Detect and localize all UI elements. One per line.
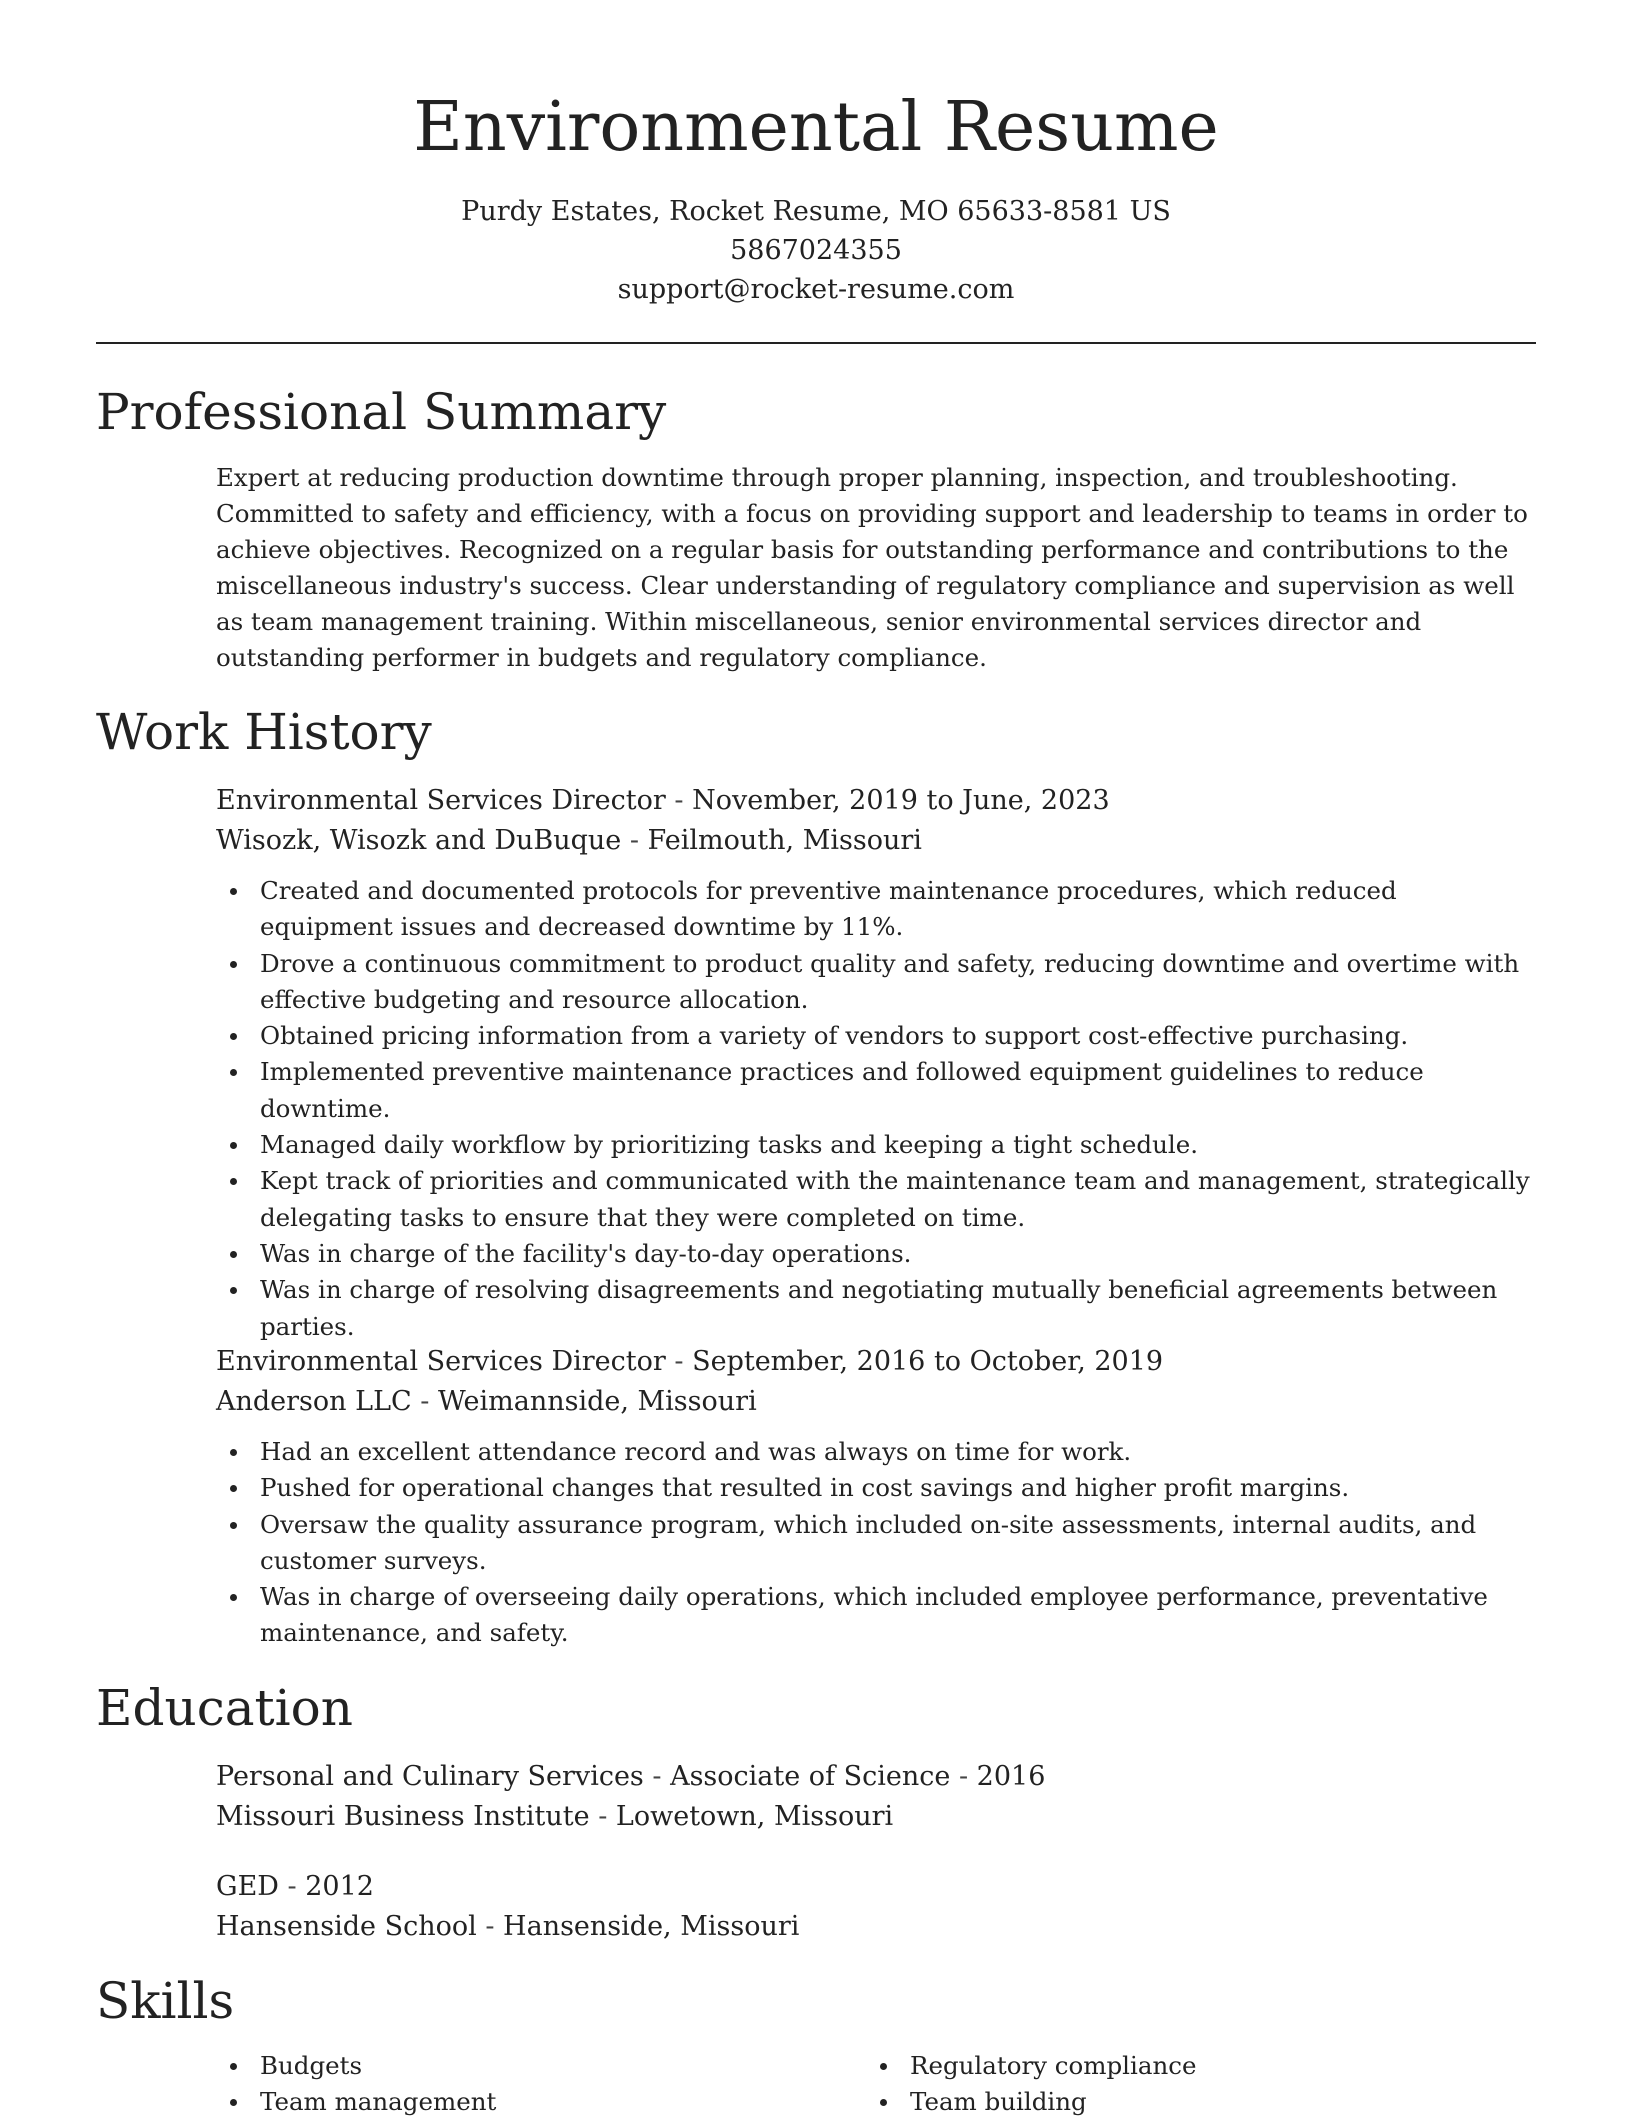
company-name: Anderson LLC	[216, 1386, 412, 1417]
company-location: Weimannside, Missouri	[437, 1386, 757, 1417]
list-item: Obtained pricing information from a variety of vendors to support cost-effective purchasing.	[260, 1018, 1536, 1054]
work-history-heading: Work History	[96, 703, 432, 761]
education-heading: Education	[96, 1679, 353, 1737]
separator: -	[621, 825, 648, 856]
company-location: Feilmouth, Missouri	[647, 825, 922, 856]
separator: -	[411, 1386, 438, 1417]
job-company-line	[216, 821, 1536, 861]
school-location: Hansenside, Missouri	[503, 1911, 800, 1942]
list-item: Was in charge of the facility's day-to-day operations.	[260, 1236, 1536, 1272]
education-degree-line: GED - 2012	[216, 1871, 374, 1902]
header-divider	[96, 342, 1536, 344]
school-location: Lowetown, Missouri	[615, 1801, 894, 1832]
skill-item: Team building	[910, 2084, 1466, 2120]
list-item: Managed daily workflow by prioritizing tasks and keeping a tight schedule.	[260, 1127, 1536, 1163]
skills-list	[216, 2048, 816, 2121]
separator: -	[665, 1346, 693, 1377]
job-bullets	[216, 873, 1536, 1345]
list-item: Created and documented protocols for preventive maintenance procedures, which reduced equipment issues and decreased downtime by 11%.	[260, 873, 1536, 946]
education-degree: GED	[216, 1871, 279, 1902]
list-item: Pushed for operational changes that resulted in cost savings and higher profit margins.	[260, 1470, 1536, 1506]
skill-item: Budgets	[260, 2048, 816, 2084]
education-degree-line: Personal and Culinary Services - Associate of Science - 2016	[216, 1761, 1046, 1792]
job-title: Environmental Services Director	[216, 785, 666, 816]
list-item: Oversaw the quality assurance program, which included on-site assessments, internal audits, and customer surveys.	[260, 1507, 1536, 1580]
list-item: Was in charge of resolving disagreements and negotiating mutually beneficial agreements between parties.	[260, 1272, 1536, 1345]
education-year: 2012	[305, 1871, 374, 1902]
education-entry-1	[216, 1757, 1536, 1837]
job-title-line	[216, 781, 1536, 821]
separator: -	[665, 785, 693, 816]
school-name: Missouri Business Institute	[216, 1801, 590, 1832]
education-degree: Associate of Science	[670, 1761, 951, 1792]
education-field: Personal and Culinary Services	[216, 1761, 644, 1792]
education-year: 2016	[976, 1761, 1046, 1792]
education-entry-2	[216, 1867, 1536, 1947]
skill-item: Regulatory compliance	[910, 2048, 1466, 2084]
phone: 5867024355	[730, 235, 902, 266]
skills-column-right	[866, 2048, 1466, 2121]
job-entry-2	[216, 1342, 1536, 1652]
resume-header	[0, 80, 1632, 309]
email: support@rocket-resume.com	[617, 274, 1015, 305]
list-item: Implemented preventive maintenance practices and followed equipment guidelines to reduce downtime.	[260, 1054, 1536, 1127]
address: Purdy Estates, Rocket Resume, MO 65633-8581 US	[461, 196, 1171, 227]
job-company-line	[216, 1382, 1536, 1422]
skills-heading: Skills	[96, 1972, 235, 2030]
education-school-line: Missouri Business Institute - Lowetown, Missouri	[216, 1801, 894, 1832]
job-entry-1	[216, 781, 1536, 1345]
summary-heading: Professional Summary	[96, 383, 667, 441]
list-item: Had an excellent attendance record and was always on time for work.	[260, 1434, 1536, 1470]
summary-text: Expert at reducing production downtime through proper planning, inspection, and troubleshooting. Committed to safety and efficiency, with a focus on providing support and leadership to teams in order to achieve objectives. Recognized on a regular basis for outstanding performance and contributions to the miscellaneous industry's success. Clear understanding of regulatory compliance and supervision as well as team management training. Within miscellaneous, senior environmental services director and outstanding performer in budgets and regulatory compliance.	[216, 463, 1528, 672]
education-school-line: Hansenside School - Hansenside, Missouri	[216, 1911, 800, 1942]
contact-info	[0, 192, 1632, 309]
company-name: Wisozk, Wisozk and DuBuque	[216, 825, 622, 856]
list-item: Kept track of priorities and communicated with the maintenance team and management, strategically delegating tasks to ensure that they were completed on time.	[260, 1163, 1536, 1236]
skills-column-left	[216, 2048, 816, 2121]
skill-item: Team management	[260, 2084, 816, 2120]
job-title: Environmental Services Director	[216, 1346, 666, 1377]
job-dates: November, 2019 to June, 2023	[692, 785, 1110, 816]
skills-list	[866, 2048, 1466, 2121]
list-item: Drove a continuous commitment to product quality and safety, reducing downtime and overtime with effective budgeting and resource allocation.	[260, 946, 1536, 1019]
job-title-line	[216, 1342, 1536, 1382]
job-bullets	[216, 1434, 1536, 1652]
resume-name: Environmental Resume	[413, 88, 1219, 167]
school-name: Hansenside School	[216, 1911, 477, 1942]
list-item: Was in charge of overseeing daily operations, which included employee performance, preventative maintenance, and safety.	[260, 1579, 1536, 1652]
job-dates: September, 2016 to October, 2019	[692, 1346, 1164, 1377]
